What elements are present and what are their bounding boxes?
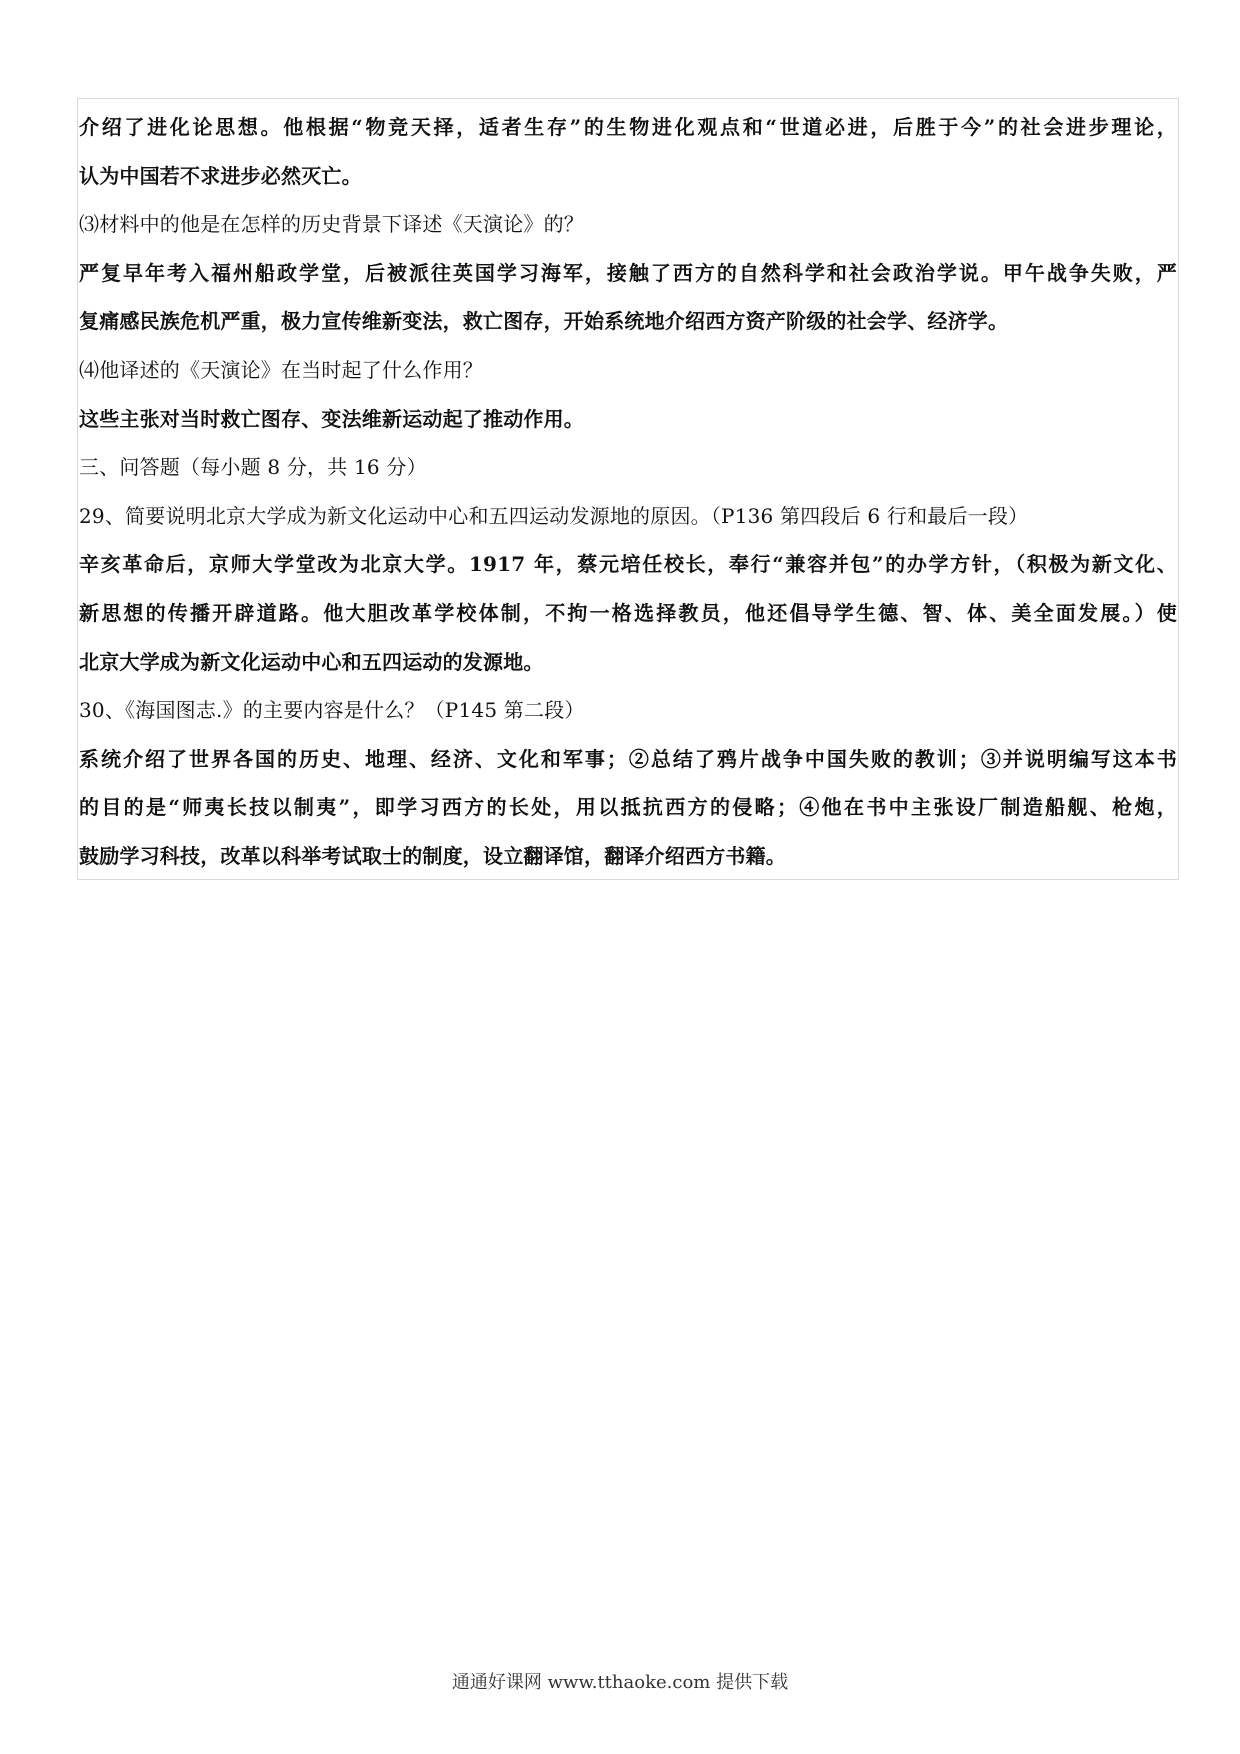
answer-30-line-1: 系统介绍了世界各国的历史、地理、经济、文化和军事；②总结了鸦片战争中国失败的教训；③并说明编写这本书 — [79, 746, 1177, 771]
answer-3-line-1: 严复早年考入福州船政学堂，后被派往英国学习海军，接触了西方的自然科学和社会政治学说。甲午战争失败，严 — [79, 260, 1177, 285]
question-29: 29、简要说明北京大学成为新文化运动中心和五四运动发源地的原因。（P136 第四段后 6 行和最后一段） — [79, 503, 1029, 528]
text-line-1: 介绍了进化论思想。他根据“物竞天择，适者生存”的生物进化观点和“世道必进，后胜于今”的社会进步理论， — [79, 115, 1177, 139]
answer-29-line-3: 北京大学成为新文化运动中心和五四运动的发源地。 — [79, 649, 544, 674]
answer-3-line-2: 复痛感民族危机严重，极力宣传维新变法，救亡图存，开始系统地介绍西方资产阶级的社会学、经济学。 — [79, 309, 1009, 334]
text-line-2: 认为中国若不求进步必然灭亡。 — [79, 163, 362, 188]
answer-29-line-1: 辛亥革命后，京师大学堂改为北京大学。1917 年，蔡元培任校长，奉行“兼容并包”的办学方针，（积极为新文化、 — [79, 552, 1177, 577]
question-4: ⑷他译述的《天演论》在当时起了什么作用？ — [79, 357, 483, 382]
question-3: ⑶材料中的他是在怎样的历史背景下译述《天演论》的？ — [79, 212, 584, 237]
answer-30-line-2: 的目的是“师夷长技以制夷”，即学习西方的长处，用以抵抗西方的侵略；④他在书中主张设厂制造船舰、枪炮， — [79, 795, 1177, 820]
answer-29-line-2: 新思想的传播开辟道路。他大胆改革学校体制，不拘一格选择教员，他还倡导学生德、智、体、美全面发展。）使 — [79, 600, 1177, 625]
page-footer: 通通好课网 www.tthaoke.com 提供下载 — [451, 1672, 789, 1693]
document-body — [77, 98, 1179, 880]
answer-30-line-3: 鼓励学习科技，改革以科举考试取士的制度，设立翻译馆，翻译介绍西方书籍。 — [79, 843, 786, 868]
question-30: 30、《海国图志.》的主要内容是什么？（P145 第二段） — [79, 698, 585, 723]
section-heading: 三、问答题（每小题 8 分，共 16 分） — [79, 455, 427, 480]
answer-4: 这些主张对当时救亡图存、变法维新运动起了推动作用。 — [79, 406, 584, 431]
